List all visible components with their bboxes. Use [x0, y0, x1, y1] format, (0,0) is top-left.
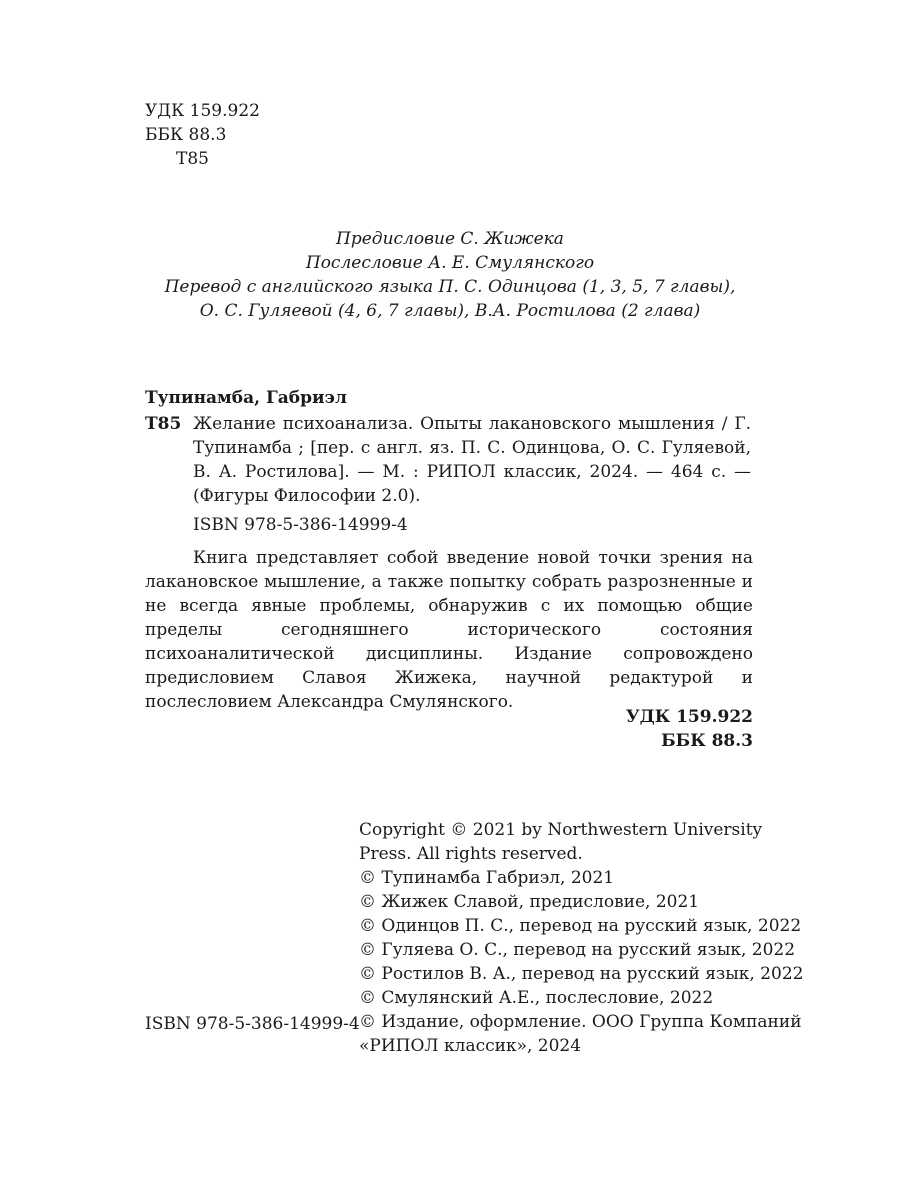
copyright-line: © Издание, оформление. ООО Группа Компаний — [359, 1012, 802, 1032]
udk-code: УДК 159.922 — [145, 101, 260, 121]
bbk-code: ББК 88.3 — [145, 125, 227, 145]
copyright-block — [359, 818, 803, 1058]
copyright-line: © Жижек Славой, предисловие, 2021 — [359, 892, 700, 912]
bottom-classification — [626, 705, 753, 753]
credit-line: Послесловие А. Е. Смулянского — [305, 253, 595, 273]
entry-isbn: ISBN 978-5-386-14999-4 — [193, 515, 408, 535]
author-mark: Т85 — [176, 149, 209, 169]
copyright-line: © Ростилов В. А., перевод на русский язык, 2022 — [359, 964, 804, 984]
top-classification — [145, 99, 260, 171]
credit-line: Перевод с английского языка П. С. Одинцова (1, 3, 5, 7 главы), — [164, 277, 736, 297]
copyright-line: © Одинцов П. С., перевод на русский язык, 2022 — [359, 916, 802, 936]
bottom-isbn: ISBN 978-5-386-14999-4 — [145, 1014, 360, 1034]
credits-block — [145, 227, 755, 323]
copyright-line: © Смулянский А.Е., послесловие, 2022 — [359, 988, 714, 1008]
credit-line: Предисловие С. Жижека — [336, 229, 564, 249]
annotation-paragraph: Книга представляет собой введение новой точки зрения на лакановское мышление, а также попытку собрать разрозненные и не всегда явные проблемы, обнаружив с их помощью общие пределы сегодняшнего исторического состояния психоаналитической дисциплины. Издание сопровождено предисловием Славоя Жижека, научной редактурой и послесловием Александра Смулянского. — [145, 548, 753, 712]
entry-description: Желание психоанализа. Опыты лакановского мышления / Г. Тупинамба ; [пер. с англ. яз. П. С. Одинцова, О. С. Гуляевой, В. А. Ростилова]. — М. : РИПОЛ классик, 2024. — 464 с. — (Фигуры Философии 2.0). — [193, 414, 751, 506]
copyright-line: © Тупинамба Габриэл, 2021 — [359, 868, 615, 888]
copyright-line: Copyright © 2021 by Northwestern University — [359, 820, 763, 840]
copyright-line: © Гуляева О. С., перевод на русский язык, 2022 — [359, 940, 796, 960]
entry-author-mark: Т85 — [145, 414, 182, 434]
entry-author: Тупинамба, Габриэл — [145, 388, 347, 408]
copyright-line: Press. All rights reserved. — [359, 844, 583, 864]
credit-line: О. С. Гуляевой (4, 6, 7 главы), В.А. Ростилова (2 глава) — [199, 301, 701, 321]
udk-code: УДК 159.922 — [625, 707, 753, 727]
bbk-code: ББК 88.3 — [661, 731, 753, 751]
copyright-line: «РИПОЛ классик», 2024 — [359, 1036, 582, 1056]
